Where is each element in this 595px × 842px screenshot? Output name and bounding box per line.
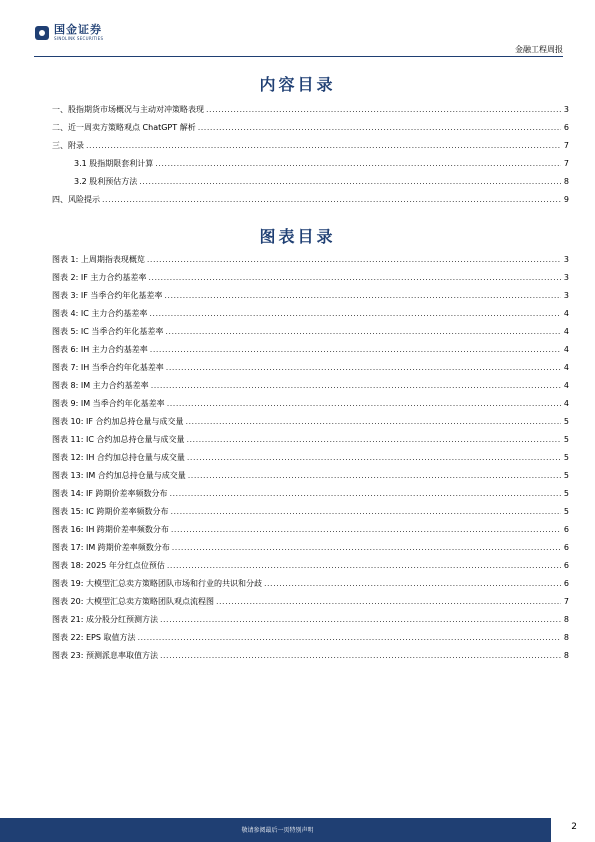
figure-entry-label: 图表 14: IF 跨期价差率频数分布: [52, 489, 168, 498]
contents-list: [52, 101, 569, 209]
figure-entry-page: 6: [563, 561, 569, 570]
dot-leader: [165, 323, 561, 341]
figure-entry-label: 图表 1: 上周期指表现概览: [52, 255, 145, 264]
figure-entry[interactable]: [52, 521, 569, 539]
figure-entry-label: 图表 10: IF 合约加总持仓量与成交量: [52, 417, 184, 426]
figure-entry[interactable]: [52, 485, 569, 503]
dot-leader: [139, 173, 561, 191]
figure-entry[interactable]: [52, 575, 569, 593]
figure-entry[interactable]: [52, 539, 569, 557]
contents-entry[interactable]: [52, 101, 569, 119]
figure-entry[interactable]: [52, 377, 569, 395]
contents-entry-page: 7: [563, 141, 569, 150]
figure-entry-page: 5: [563, 435, 569, 444]
contents-entry[interactable]: [52, 173, 569, 191]
figure-entry-page: 5: [563, 453, 569, 462]
figures-list: [52, 251, 569, 665]
figure-entry-page: 4: [563, 399, 569, 408]
dot-leader: [151, 377, 561, 395]
figure-entry-label: 图表 21: 成分股分红预测方法: [52, 615, 158, 624]
figure-entry-page: 4: [563, 309, 569, 318]
figure-entry-page: 5: [563, 417, 569, 426]
contents-entry-label: 二、近一周卖方策略观点 ChatGPT 解析: [52, 123, 196, 132]
footer-disclaimer: 敬请参阅最后一页特别声明: [241, 827, 314, 834]
dot-leader: [167, 557, 561, 575]
figure-entry-page: 3: [563, 273, 569, 282]
figure-entry[interactable]: [52, 269, 569, 287]
figure-entry[interactable]: [52, 611, 569, 629]
figure-entry-label: 图表 15: IC 跨期价差率频数分布: [52, 507, 169, 516]
figure-entry[interactable]: [52, 449, 569, 467]
dot-leader: [155, 155, 561, 173]
figure-entry-label: 图表 13: IM 合约加总持仓量与成交量: [52, 471, 186, 480]
dot-leader: [185, 413, 561, 431]
figure-entry-label: 图表 5: IC 当季合约年化基差率: [52, 327, 164, 336]
dot-leader: [149, 305, 561, 323]
dot-leader: [171, 521, 561, 539]
contents-entry-page: 8: [563, 177, 569, 186]
figure-entry-label: 图表 17: IM 跨期价差率频数分布: [52, 543, 170, 552]
figure-entry[interactable]: [52, 431, 569, 449]
dot-leader: [186, 431, 561, 449]
dot-leader: [167, 395, 561, 413]
dot-leader: [169, 485, 561, 503]
company-logo: [35, 24, 103, 41]
dot-leader: [86, 137, 561, 155]
contents-title: 内容目录: [259, 75, 336, 94]
contents-entry-label: 3.1 股指期限套利计算: [74, 159, 154, 168]
figure-entry-page: 5: [563, 489, 569, 498]
dot-leader: [170, 503, 561, 521]
figure-entry-page: 8: [563, 651, 569, 660]
figure-entry-label: 图表 23: 预测派息率取值方法: [52, 651, 158, 660]
dot-leader: [147, 251, 561, 269]
report-type: 金融工程周报: [515, 45, 563, 54]
dot-leader: [188, 467, 561, 485]
dot-leader: [160, 647, 561, 665]
figure-entry[interactable]: [52, 503, 569, 521]
figure-entry[interactable]: [52, 647, 569, 665]
dot-leader: [216, 593, 561, 611]
figure-entry-label: 图表 7: IH 当季合约年化基差率: [52, 363, 164, 372]
figure-entry[interactable]: [52, 557, 569, 575]
figure-entry[interactable]: [52, 251, 569, 269]
figure-entry[interactable]: [52, 629, 569, 647]
figure-entry-page: 5: [563, 471, 569, 480]
figure-entry[interactable]: [52, 413, 569, 431]
figure-entry-page: 4: [563, 363, 569, 372]
dot-leader: [206, 101, 561, 119]
figure-entry-label: 图表 8: IM 主力合约基差率: [52, 381, 149, 390]
figure-entry-page: 5: [563, 507, 569, 516]
dot-leader: [187, 449, 561, 467]
figure-entry-label: 图表 20: 大模型汇总卖方策略团队观点流程图: [52, 597, 214, 606]
dot-leader: [166, 359, 561, 377]
figure-entry-label: 图表 16: IH 跨期价差率频数分布: [52, 525, 169, 534]
figure-entry-page: 4: [563, 327, 569, 336]
dot-leader: [172, 539, 561, 557]
figure-entry-label: 图表 9: IM 当季合约年化基差率: [52, 399, 165, 408]
figure-entry-label: 图表 12: IH 合约加总持仓量与成交量: [52, 453, 185, 462]
contents-entry-page: 9: [563, 195, 569, 204]
contents-entry[interactable]: [52, 155, 569, 173]
figure-entry-page: 7: [563, 597, 569, 606]
contents-entry[interactable]: [52, 137, 569, 155]
figure-entry-label: 图表 22: EPS 取值方法: [52, 633, 136, 642]
figures-title: 图表目录: [259, 227, 336, 246]
figure-entry-label: 图表 11: IC 合约加总持仓量与成交量: [52, 435, 185, 444]
figure-entry-page: 6: [563, 525, 569, 534]
figure-entry-label: 图表 18: 2025 年分红点位预估: [52, 561, 165, 570]
dot-leader: [137, 629, 561, 647]
logo-mark-icon: [35, 26, 49, 40]
contents-entry-label: 3.2 股利预估方法: [74, 177, 138, 186]
figure-entry[interactable]: [52, 467, 569, 485]
figure-entry-page: 3: [563, 255, 569, 264]
page-number: 2: [571, 822, 577, 832]
logo-name-en: SINOLINK SECURITIES: [54, 36, 104, 41]
contents-entry-label: 四、风险提示: [52, 195, 100, 204]
dot-leader: [164, 287, 561, 305]
contents-entry[interactable]: [52, 191, 569, 209]
figure-entry-page: 8: [563, 633, 569, 642]
contents-entry-page: 3: [563, 105, 569, 114]
figure-entry[interactable]: [52, 359, 569, 377]
figure-entry-label: 图表 6: IH 主力合约基差率: [52, 345, 148, 354]
figure-entry[interactable]: [52, 341, 569, 359]
figure-entry[interactable]: [52, 287, 569, 305]
contents-entry[interactable]: [52, 119, 569, 137]
figure-entry-label: 图表 4: IC 主力合约基差率: [52, 309, 148, 318]
figure-entry[interactable]: [52, 395, 569, 413]
figure-entry[interactable]: [52, 305, 569, 323]
figure-entry-page: 6: [563, 543, 569, 552]
dot-leader: [150, 341, 561, 359]
dot-leader: [148, 269, 561, 287]
header-divider: [34, 56, 563, 57]
figure-entry[interactable]: [52, 593, 569, 611]
figure-entry-page: 8: [563, 615, 569, 624]
figure-entry-label: 图表 19: 大模型汇总卖方策略团队市场和行业的共识和分歧: [52, 579, 262, 588]
figure-entry-page: 4: [563, 345, 569, 354]
contents-entry-label: 三、附录: [52, 141, 84, 150]
dot-leader: [264, 575, 561, 593]
contents-entry-page: 7: [563, 159, 569, 168]
contents-entry-page: 6: [563, 123, 569, 132]
figure-entry-label: 图表 3: IF 当季合约年化基差率: [52, 291, 163, 300]
figure-entry-page: 4: [563, 381, 569, 390]
figure-entry-page: 3: [563, 291, 569, 300]
dot-leader: [102, 191, 561, 209]
dot-leader: [198, 119, 561, 137]
contents-entry-label: 一、股指期货市场概况与主动对冲策略表现: [52, 105, 204, 114]
dot-leader: [160, 611, 561, 629]
figure-entry-page: 6: [563, 579, 569, 588]
logo-name-cn: 国金证券: [54, 23, 102, 36]
figure-entry-label: 图表 2: IF 主力合约基差率: [52, 273, 147, 282]
figure-entry[interactable]: [52, 323, 569, 341]
